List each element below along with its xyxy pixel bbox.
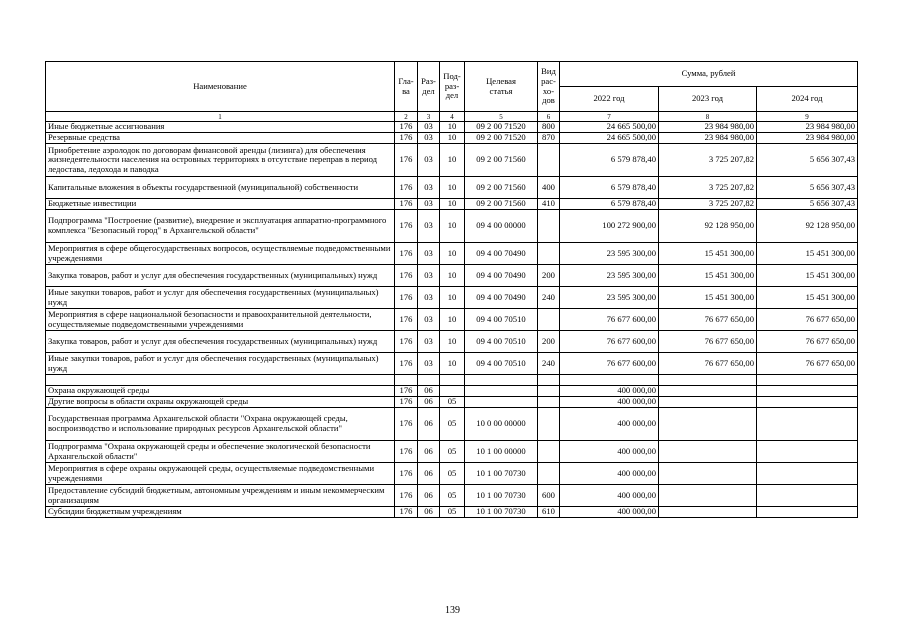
cell-rz: 06	[418, 386, 440, 397]
table-row	[46, 243, 858, 265]
cell-pr: 10	[440, 199, 465, 210]
cell-cs: 09 2 00 71560	[465, 177, 538, 199]
table-row	[46, 177, 858, 199]
cell-s3: 5 656 307,43	[757, 144, 858, 177]
cell-pr: 05	[440, 463, 465, 485]
cell-name	[46, 375, 395, 386]
cell-s1: 400 000,00	[560, 463, 659, 485]
cell-pr	[440, 375, 465, 386]
cell-s1: 76 677 600,00	[560, 309, 659, 331]
cell-s2: 3 725 207,82	[659, 177, 757, 199]
cell-vr	[538, 144, 560, 177]
cell-rz: 03	[418, 353, 440, 375]
table-row	[46, 133, 858, 144]
cell-rz: 03	[418, 199, 440, 210]
cell-cs: 09 4 00 70490	[465, 243, 538, 265]
cell-s3	[757, 507, 858, 518]
table-row	[46, 287, 858, 309]
cell-pr: 10	[440, 243, 465, 265]
cell-s1: 100 272 900,00	[560, 210, 659, 243]
cell-vr	[538, 210, 560, 243]
cell-pr: 10	[440, 133, 465, 144]
cell-cs: 09 4 00 70510	[465, 309, 538, 331]
cell-gl: 176	[395, 441, 418, 463]
cell-s2: 76 677 650,00	[659, 331, 757, 353]
cell-s2	[659, 485, 757, 507]
cell-rz: 03	[418, 144, 440, 177]
cell-vr: 240	[538, 353, 560, 375]
cell-gl: 176	[395, 507, 418, 518]
table-row	[46, 309, 858, 331]
cell-name: Иные закупки товаров, работ и услуг для обеспечения государственных (муниципальных) нужд	[46, 287, 395, 309]
cell-rz: 03	[418, 309, 440, 331]
cell-name: Подпрограмма "Охрана окружающей среды и обеспечение экологической безопасности Архангельской области"	[46, 441, 395, 463]
cell-name: Мероприятия в сфере охраны окружающей среды, осуществляемые подведомственными учреждениями	[46, 463, 395, 485]
table-row	[46, 265, 858, 287]
cell-s3: 15 451 300,00	[757, 243, 858, 265]
cell-vr	[538, 243, 560, 265]
cell-s3: 5 656 307,43	[757, 177, 858, 199]
cell-pr: 10	[440, 144, 465, 177]
cell-vr: 610	[538, 507, 560, 518]
col-number: 3	[418, 112, 440, 122]
cell-s1: 400 000,00	[560, 397, 659, 408]
cell-gl: 176	[395, 353, 418, 375]
cell-pr	[440, 386, 465, 397]
table-row	[46, 397, 858, 408]
cell-gl: 176	[395, 133, 418, 144]
cell-s1: 76 677 600,00	[560, 331, 659, 353]
cell-s3: 15 451 300,00	[757, 265, 858, 287]
cell-s3	[757, 386, 858, 397]
header-razdel: Раз- дел	[418, 62, 440, 112]
cell-s3: 15 451 300,00	[757, 287, 858, 309]
cell-cs: 10 1 00 00000	[465, 441, 538, 463]
cell-name: Охрана окружающей среды	[46, 386, 395, 397]
table-row	[46, 463, 858, 485]
cell-gl: 176	[395, 397, 418, 408]
cell-rz: 06	[418, 397, 440, 408]
cell-s1: 23 595 300,00	[560, 243, 659, 265]
col-number: 7	[560, 112, 659, 122]
cell-cs: 10 1 00 70730	[465, 485, 538, 507]
cell-name: Другие вопросы в области охраны окружающей среды	[46, 397, 395, 408]
cell-rz	[418, 375, 440, 386]
cell-s2: 3 725 207,82	[659, 199, 757, 210]
col-number: 6	[538, 112, 560, 122]
cell-cs	[465, 397, 538, 408]
cell-name: Государственная программа Архангельской области "Охрана окружающей среды, воспроизводство и использование природных ресурсов Архангельской области"	[46, 408, 395, 441]
cell-gl: 176	[395, 287, 418, 309]
table-row	[46, 485, 858, 507]
cell-s2: 15 451 300,00	[659, 243, 757, 265]
cell-s3	[757, 485, 858, 507]
cell-name: Подпрограмма "Построение (развитие), внедрение и эксплуатация аппаратно-программного комплекса "Безопасный город" в Архангельской области"	[46, 210, 395, 243]
table-row	[46, 122, 858, 133]
header-name: Наименование	[46, 62, 395, 112]
cell-s2: 15 451 300,00	[659, 287, 757, 309]
cell-pr: 10	[440, 122, 465, 133]
cell-pr: 05	[440, 507, 465, 518]
cell-rz: 03	[418, 133, 440, 144]
cell-name: Мероприятия в сфере общегосударственных вопросов, осуществляемые подведомственными учреждениями	[46, 243, 395, 265]
cell-gl	[395, 375, 418, 386]
cell-s3	[757, 375, 858, 386]
col-number: 8	[659, 112, 757, 122]
cell-pr: 10	[440, 309, 465, 331]
cell-cs: 09 2 00 71520	[465, 122, 538, 133]
cell-vr	[538, 408, 560, 441]
cell-gl: 176	[395, 265, 418, 287]
cell-s3: 5 656 307,43	[757, 199, 858, 210]
cell-vr	[538, 441, 560, 463]
cell-gl: 176	[395, 331, 418, 353]
cell-rz: 06	[418, 485, 440, 507]
cell-pr: 10	[440, 265, 465, 287]
table-row	[46, 210, 858, 243]
cell-s2: 23 984 980,00	[659, 133, 757, 144]
cell-s2: 76 677 650,00	[659, 353, 757, 375]
column-numbers-row	[46, 112, 858, 122]
cell-name: Приобретение аэролодок по договорам финансовой аренды (лизинга) для обеспечения жизнедеятельности населения на островных территориях в отсутствие переправ в период ледостава, ледохода и паводка	[46, 144, 395, 177]
cell-s1: 76 677 600,00	[560, 353, 659, 375]
cell-cs: 09 2 00 71520	[465, 133, 538, 144]
table-row	[46, 441, 858, 463]
cell-gl: 176	[395, 485, 418, 507]
cell-s1: 400 000,00	[560, 441, 659, 463]
cell-pr: 10	[440, 331, 465, 353]
cell-rz: 03	[418, 177, 440, 199]
cell-s1: 400 000,00	[560, 507, 659, 518]
cell-vr	[538, 375, 560, 386]
cell-pr: 05	[440, 441, 465, 463]
cell-pr: 05	[440, 408, 465, 441]
cell-gl: 176	[395, 463, 418, 485]
cell-gl: 176	[395, 243, 418, 265]
cell-s3: 76 677 650,00	[757, 353, 858, 375]
cell-s2: 76 677 650,00	[659, 309, 757, 331]
cell-cs: 10 1 00 70730	[465, 507, 538, 518]
cell-rz: 03	[418, 122, 440, 133]
cell-s1: 24 665 500,00	[560, 122, 659, 133]
cell-s2	[659, 408, 757, 441]
cell-vr: 200	[538, 331, 560, 353]
cell-vr: 600	[538, 485, 560, 507]
cell-pr: 10	[440, 353, 465, 375]
cell-rz: 06	[418, 507, 440, 518]
header-sum: Сумма, рублей	[560, 62, 858, 87]
cell-name: Субсидии бюджетным учреждениям	[46, 507, 395, 518]
cell-gl: 176	[395, 210, 418, 243]
cell-vr	[538, 397, 560, 408]
table-row	[46, 199, 858, 210]
cell-vr	[538, 309, 560, 331]
page-number: 139	[445, 605, 460, 616]
cell-name: Иные закупки товаров, работ и услуг для обеспечения государственных (муниципальных) нужд	[46, 353, 395, 375]
table-row	[46, 144, 858, 177]
cell-s1: 400 000,00	[560, 408, 659, 441]
cell-cs: 09 4 00 00000	[465, 210, 538, 243]
cell-name: Предоставление субсидий бюджетным, автономным учреждениям и иным некоммерческим организациям	[46, 485, 395, 507]
cell-cs: 09 4 00 70510	[465, 331, 538, 353]
cell-s3	[757, 397, 858, 408]
cell-s1: 400 000,00	[560, 386, 659, 397]
table-row	[46, 353, 858, 375]
cell-name: Закупка товаров, работ и услуг для обеспечения государственных (муниципальных) нужд	[46, 331, 395, 353]
header-2022: 2022 год	[560, 87, 659, 112]
cell-vr: 410	[538, 199, 560, 210]
header-target: Целевая статья	[465, 62, 538, 112]
cell-s2: 3 725 207,82	[659, 144, 757, 177]
cell-vr	[538, 463, 560, 485]
cell-name: Резервные средства	[46, 133, 395, 144]
cell-name: Мероприятия в сфере национальной безопасности и правоохранительной деятельности, осуществляемые подведомственными учреждениями	[46, 309, 395, 331]
cell-gl: 176	[395, 386, 418, 397]
cell-s1	[560, 375, 659, 386]
col-number: 9	[757, 112, 858, 122]
cell-rz: 06	[418, 408, 440, 441]
cell-rz: 03	[418, 210, 440, 243]
budget-table	[45, 61, 858, 518]
cell-name: Закупка товаров, работ и услуг для обеспечения государственных (муниципальных) нужд	[46, 265, 395, 287]
cell-gl: 176	[395, 122, 418, 133]
cell-vr: 240	[538, 287, 560, 309]
table-row	[46, 386, 858, 397]
cell-s1: 23 595 300,00	[560, 287, 659, 309]
col-number: 2	[395, 112, 418, 122]
cell-rz: 03	[418, 287, 440, 309]
cell-cs: 09 4 00 70490	[465, 287, 538, 309]
cell-s2	[659, 375, 757, 386]
cell-cs: 09 4 00 70490	[465, 265, 538, 287]
cell-s2	[659, 507, 757, 518]
cell-rz: 03	[418, 243, 440, 265]
cell-gl: 176	[395, 144, 418, 177]
cell-name: Иные бюджетные ассигнования	[46, 122, 395, 133]
cell-name: Бюджетные инвестиции	[46, 199, 395, 210]
cell-s1: 6 579 878,40	[560, 144, 659, 177]
cell-s1: 6 579 878,40	[560, 199, 659, 210]
cell-s3: 76 677 650,00	[757, 309, 858, 331]
cell-s1: 23 595 300,00	[560, 265, 659, 287]
header-glava: Гла- ва	[395, 62, 418, 112]
header-2024: 2024 год	[757, 87, 858, 112]
cell-s3	[757, 408, 858, 441]
cell-s3: 23 984 980,00	[757, 133, 858, 144]
cell-rz: 03	[418, 265, 440, 287]
cell-cs: 09 4 00 70510	[465, 353, 538, 375]
col-number: 1	[46, 112, 395, 122]
cell-pr: 05	[440, 397, 465, 408]
cell-gl: 176	[395, 199, 418, 210]
header-podrazdel: Под- раз- дел	[440, 62, 465, 112]
header-vid: Вид рас- хо- дов	[538, 62, 560, 112]
cell-cs	[465, 386, 538, 397]
cell-s2: 92 128 950,00	[659, 210, 757, 243]
cell-cs: 10 1 00 70730	[465, 463, 538, 485]
cell-gl: 176	[395, 309, 418, 331]
cell-s2	[659, 386, 757, 397]
cell-pr: 05	[440, 485, 465, 507]
cell-vr: 800	[538, 122, 560, 133]
col-number: 4	[440, 112, 465, 122]
header-2023: 2023 год	[659, 87, 757, 112]
cell-s3: 76 677 650,00	[757, 331, 858, 353]
col-number: 5	[465, 112, 538, 122]
cell-vr	[538, 386, 560, 397]
cell-vr: 200	[538, 265, 560, 287]
table-row	[46, 507, 858, 518]
cell-s2	[659, 397, 757, 408]
cell-s1: 400 000,00	[560, 485, 659, 507]
table-row	[46, 375, 858, 386]
cell-cs: 09 2 00 71560	[465, 144, 538, 177]
cell-s2: 23 984 980,00	[659, 122, 757, 133]
cell-s2	[659, 463, 757, 485]
cell-vr: 870	[538, 133, 560, 144]
cell-s3	[757, 441, 858, 463]
cell-s3: 23 984 980,00	[757, 122, 858, 133]
cell-rz: 06	[418, 441, 440, 463]
cell-name: Капитальные вложения в объекты государственной (муниципальной) собственности	[46, 177, 395, 199]
cell-s1: 6 579 878,40	[560, 177, 659, 199]
cell-s1: 24 665 500,00	[560, 133, 659, 144]
cell-rz: 06	[418, 463, 440, 485]
cell-cs: 10 0 00 00000	[465, 408, 538, 441]
cell-s3: 92 128 950,00	[757, 210, 858, 243]
cell-s2: 15 451 300,00	[659, 265, 757, 287]
cell-rz: 03	[418, 331, 440, 353]
cell-pr: 10	[440, 210, 465, 243]
cell-vr: 400	[538, 177, 560, 199]
table-row	[46, 408, 858, 441]
cell-gl: 176	[395, 408, 418, 441]
cell-s3	[757, 463, 858, 485]
table-row	[46, 331, 858, 353]
cell-pr: 10	[440, 177, 465, 199]
cell-cs	[465, 375, 538, 386]
cell-pr: 10	[440, 287, 465, 309]
cell-s2	[659, 441, 757, 463]
cell-cs: 09 2 00 71560	[465, 199, 538, 210]
cell-gl: 176	[395, 177, 418, 199]
